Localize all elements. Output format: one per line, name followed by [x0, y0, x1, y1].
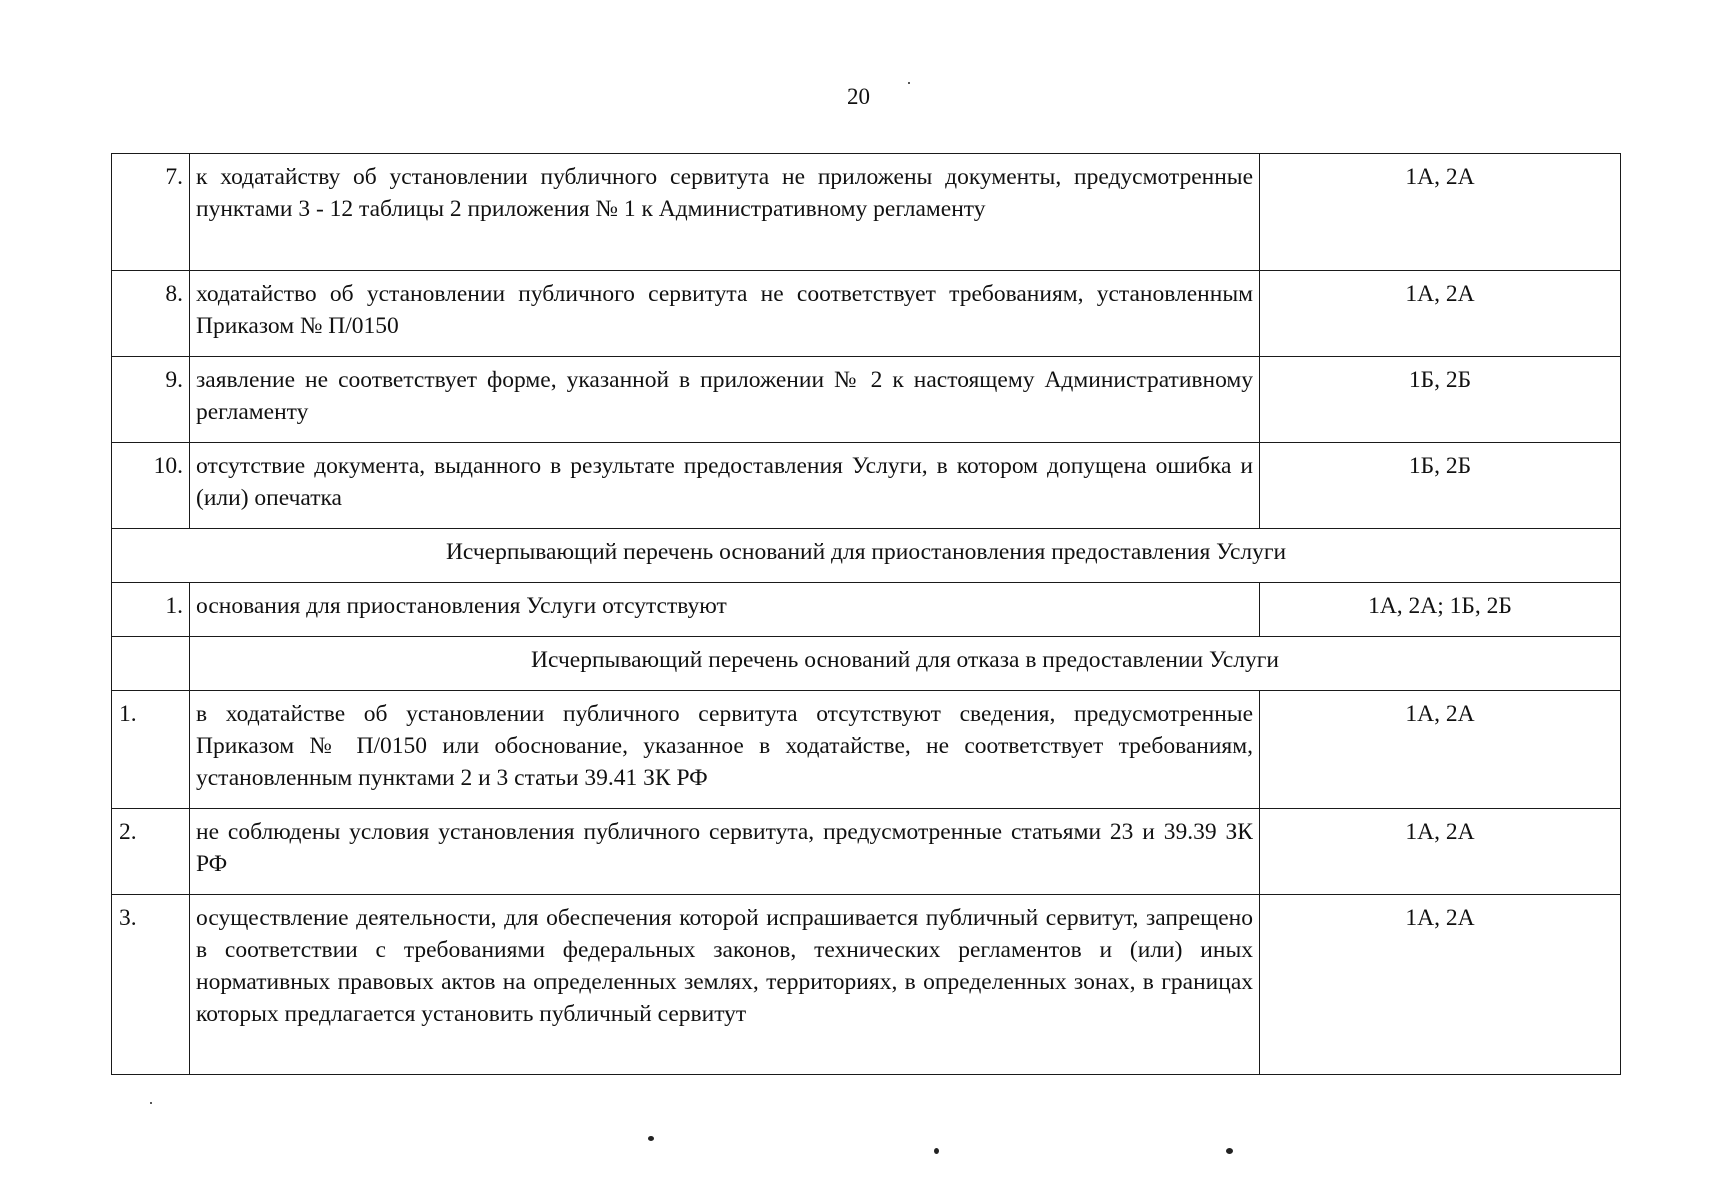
- row-number: 8.: [112, 271, 190, 357]
- page-number: 20: [847, 84, 870, 109]
- table-row: [112, 357, 1621, 443]
- row-text: к ходатайству об установлении публичного сервитута не приложены документы, предусмотренные пунктами 3 - 12 таблицы 2 приложения № 1 к Административному регламенту: [190, 154, 1260, 271]
- row-number: 1.: [112, 583, 190, 637]
- row-number: 3.: [112, 895, 190, 1075]
- row-text: заявление не соответствует форме, указанной в приложении № 2 к настоящему Административному регламенту: [190, 357, 1260, 443]
- row-code: 1А, 2А: [1260, 809, 1621, 895]
- table-row: [112, 271, 1621, 357]
- scan-speck: [150, 1102, 152, 1104]
- row-number: 9.: [112, 357, 190, 443]
- row-code: 1А, 2А: [1260, 691, 1621, 809]
- row-number: 10.: [112, 443, 190, 529]
- row-code: 1А, 2А: [1260, 271, 1621, 357]
- row-text: отсутствие документа, выданного в результате предоставления Услуги, в котором допущена ошибка и (или) опечатка: [190, 443, 1260, 529]
- row-text: осуществление деятельности, для обеспечения которой испрашивается публичный сервитут, запрещено в соответствии с требованиями федеральных законов, технических регламентов и (или) иных нормативных правовых актов на определенных землях, территориях, в определенных зонах, в границах которых предлагается установить публичный сервитут: [190, 895, 1260, 1075]
- table-row: [112, 809, 1621, 895]
- grounds-table: [111, 153, 1621, 1075]
- section-title: Исчерпывающий перечень оснований для отказа в предоставлении Услуги: [190, 637, 1621, 691]
- row-text: основания для приостановления Услуги отсутствуют: [190, 583, 1260, 637]
- row-number: 7.: [112, 154, 190, 271]
- scan-speck: [934, 1148, 939, 1154]
- empty-cell: [112, 637, 190, 691]
- row-number: 1.: [112, 691, 190, 809]
- table-row: [112, 154, 1621, 271]
- table-row: [112, 583, 1621, 637]
- table-row: [112, 443, 1621, 529]
- row-code: 1А, 2А: [1260, 154, 1621, 271]
- table-row: [112, 895, 1621, 1075]
- row-code: 1А, 2А; 1Б, 2Б: [1260, 583, 1621, 637]
- row-text: ходатайство об установлении публичного сервитута не соответствует требованиям, установленным Приказом № П/0150: [190, 271, 1260, 357]
- row-code: 1Б, 2Б: [1260, 443, 1621, 529]
- row-number: 2.: [112, 809, 190, 895]
- row-text: в ходатайстве об установлении публичного сервитута отсутствуют сведения, предусмотренные Приказом № П/0150 или обоснование, указанное в ходатайстве, не соответствует требованиям, установленным пунктами 2 и 3 статьи 39.41 ЗК РФ: [190, 691, 1260, 809]
- section-header-row: [112, 529, 1621, 583]
- table-row: [112, 691, 1621, 809]
- section-header-row: [112, 637, 1621, 691]
- row-code: 1А, 2А: [1260, 895, 1621, 1075]
- scan-speck: [908, 82, 910, 84]
- row-code: 1Б, 2Б: [1260, 357, 1621, 443]
- scan-speck: [1226, 1148, 1233, 1154]
- section-title: Исчерпывающий перечень оснований для приостановления предоставления Услуги: [112, 529, 1621, 583]
- scan-speck: [648, 1136, 654, 1141]
- row-text: не соблюдены условия установления публичного сервитута, предусмотренные статьями 23 и 39.39 ЗК РФ: [190, 809, 1260, 895]
